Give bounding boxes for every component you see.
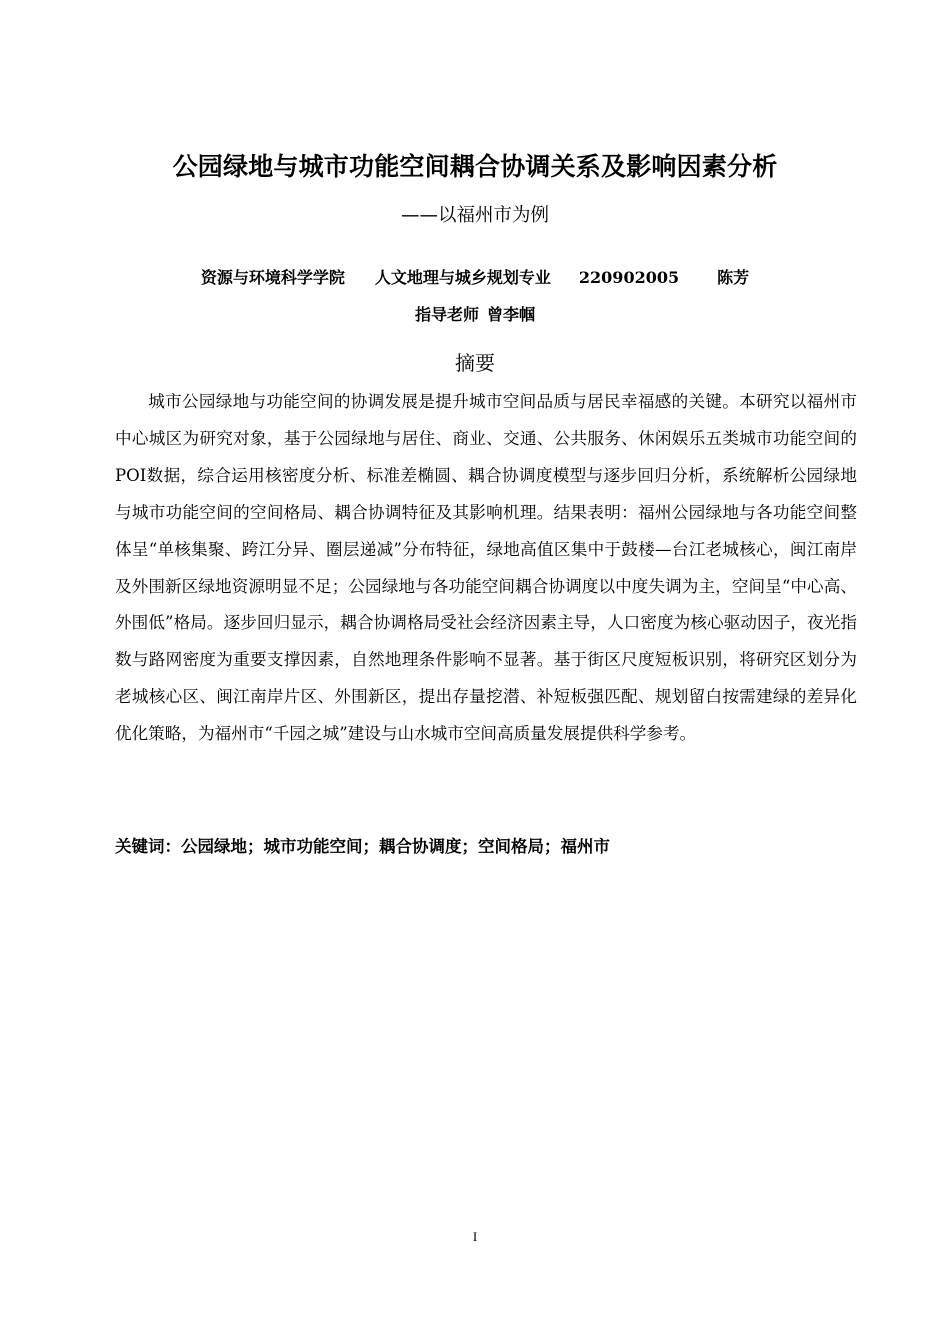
- abstract-heading: 摘要: [455, 351, 495, 375]
- author-name: 陈芳: [717, 268, 750, 287]
- school-name: 资源与环境科学学院: [200, 268, 345, 287]
- advisor-info: [0, 301, 950, 329]
- advisor-name: 曾李帼: [487, 305, 536, 324]
- abstract-body: 城市公园绿地与功能空间的协调发展是提升城市空间品质与居民幸福感的关键。本研究以福州市中心城区为研究对象，基于公园绿地与居住、商业、交通、公共服务、休闲娱乐五类城市功能空间的POI数据，综合运用核密度分析、标准差椭圆、耦合协调度模型与逐步回归分析，系统解析公园绿地与城市功能空间的空间格局、耦合协调特征及其影响机理。结果表明：福州公园绿地与各功能空间整体呈“单核集聚、跨江分异、圈层递减”分布特征，绿地高值区集中于鼓楼—台江老城核心，闽江南岸及外围新区绿地资源明显不足；公园绿地与各功能空间耦合协调度以中度失调为主，空间呈“中心高、外围低”格局。逐步回归显示，耦合协调格局受社会经济因素主导，人口密度为核心驱动因子，夜光指数与路网密度为重要支撑因素，自然地理条件影响不显著。基于街区尺度短板识别，将研究区划分为老城核心区、闽江南岸片区、外围新区，提出存量挖潜、补短板强匹配、规划留白按需建绿的差异化优化策略，为福州市“千园之城”建设与山水城市空间高质量发展提供科学参考。: [115, 392, 857, 744]
- paper-title: 公园绿地与城市功能空间耦合协调关系及影响因素分析: [172, 152, 778, 181]
- page-number: I: [472, 1229, 478, 1244]
- advisor-label: 指导老师: [414, 305, 479, 324]
- author-info: [0, 264, 950, 292]
- keywords: 关键词：公园绿地；城市功能空间；耦合协调度；空间格局；福州市: [115, 837, 610, 856]
- student-id: 220902005: [578, 268, 680, 287]
- paper-subtitle: ——以福州市为例: [400, 205, 549, 226]
- major-name: 人文地理与城乡规划专业: [374, 268, 551, 287]
